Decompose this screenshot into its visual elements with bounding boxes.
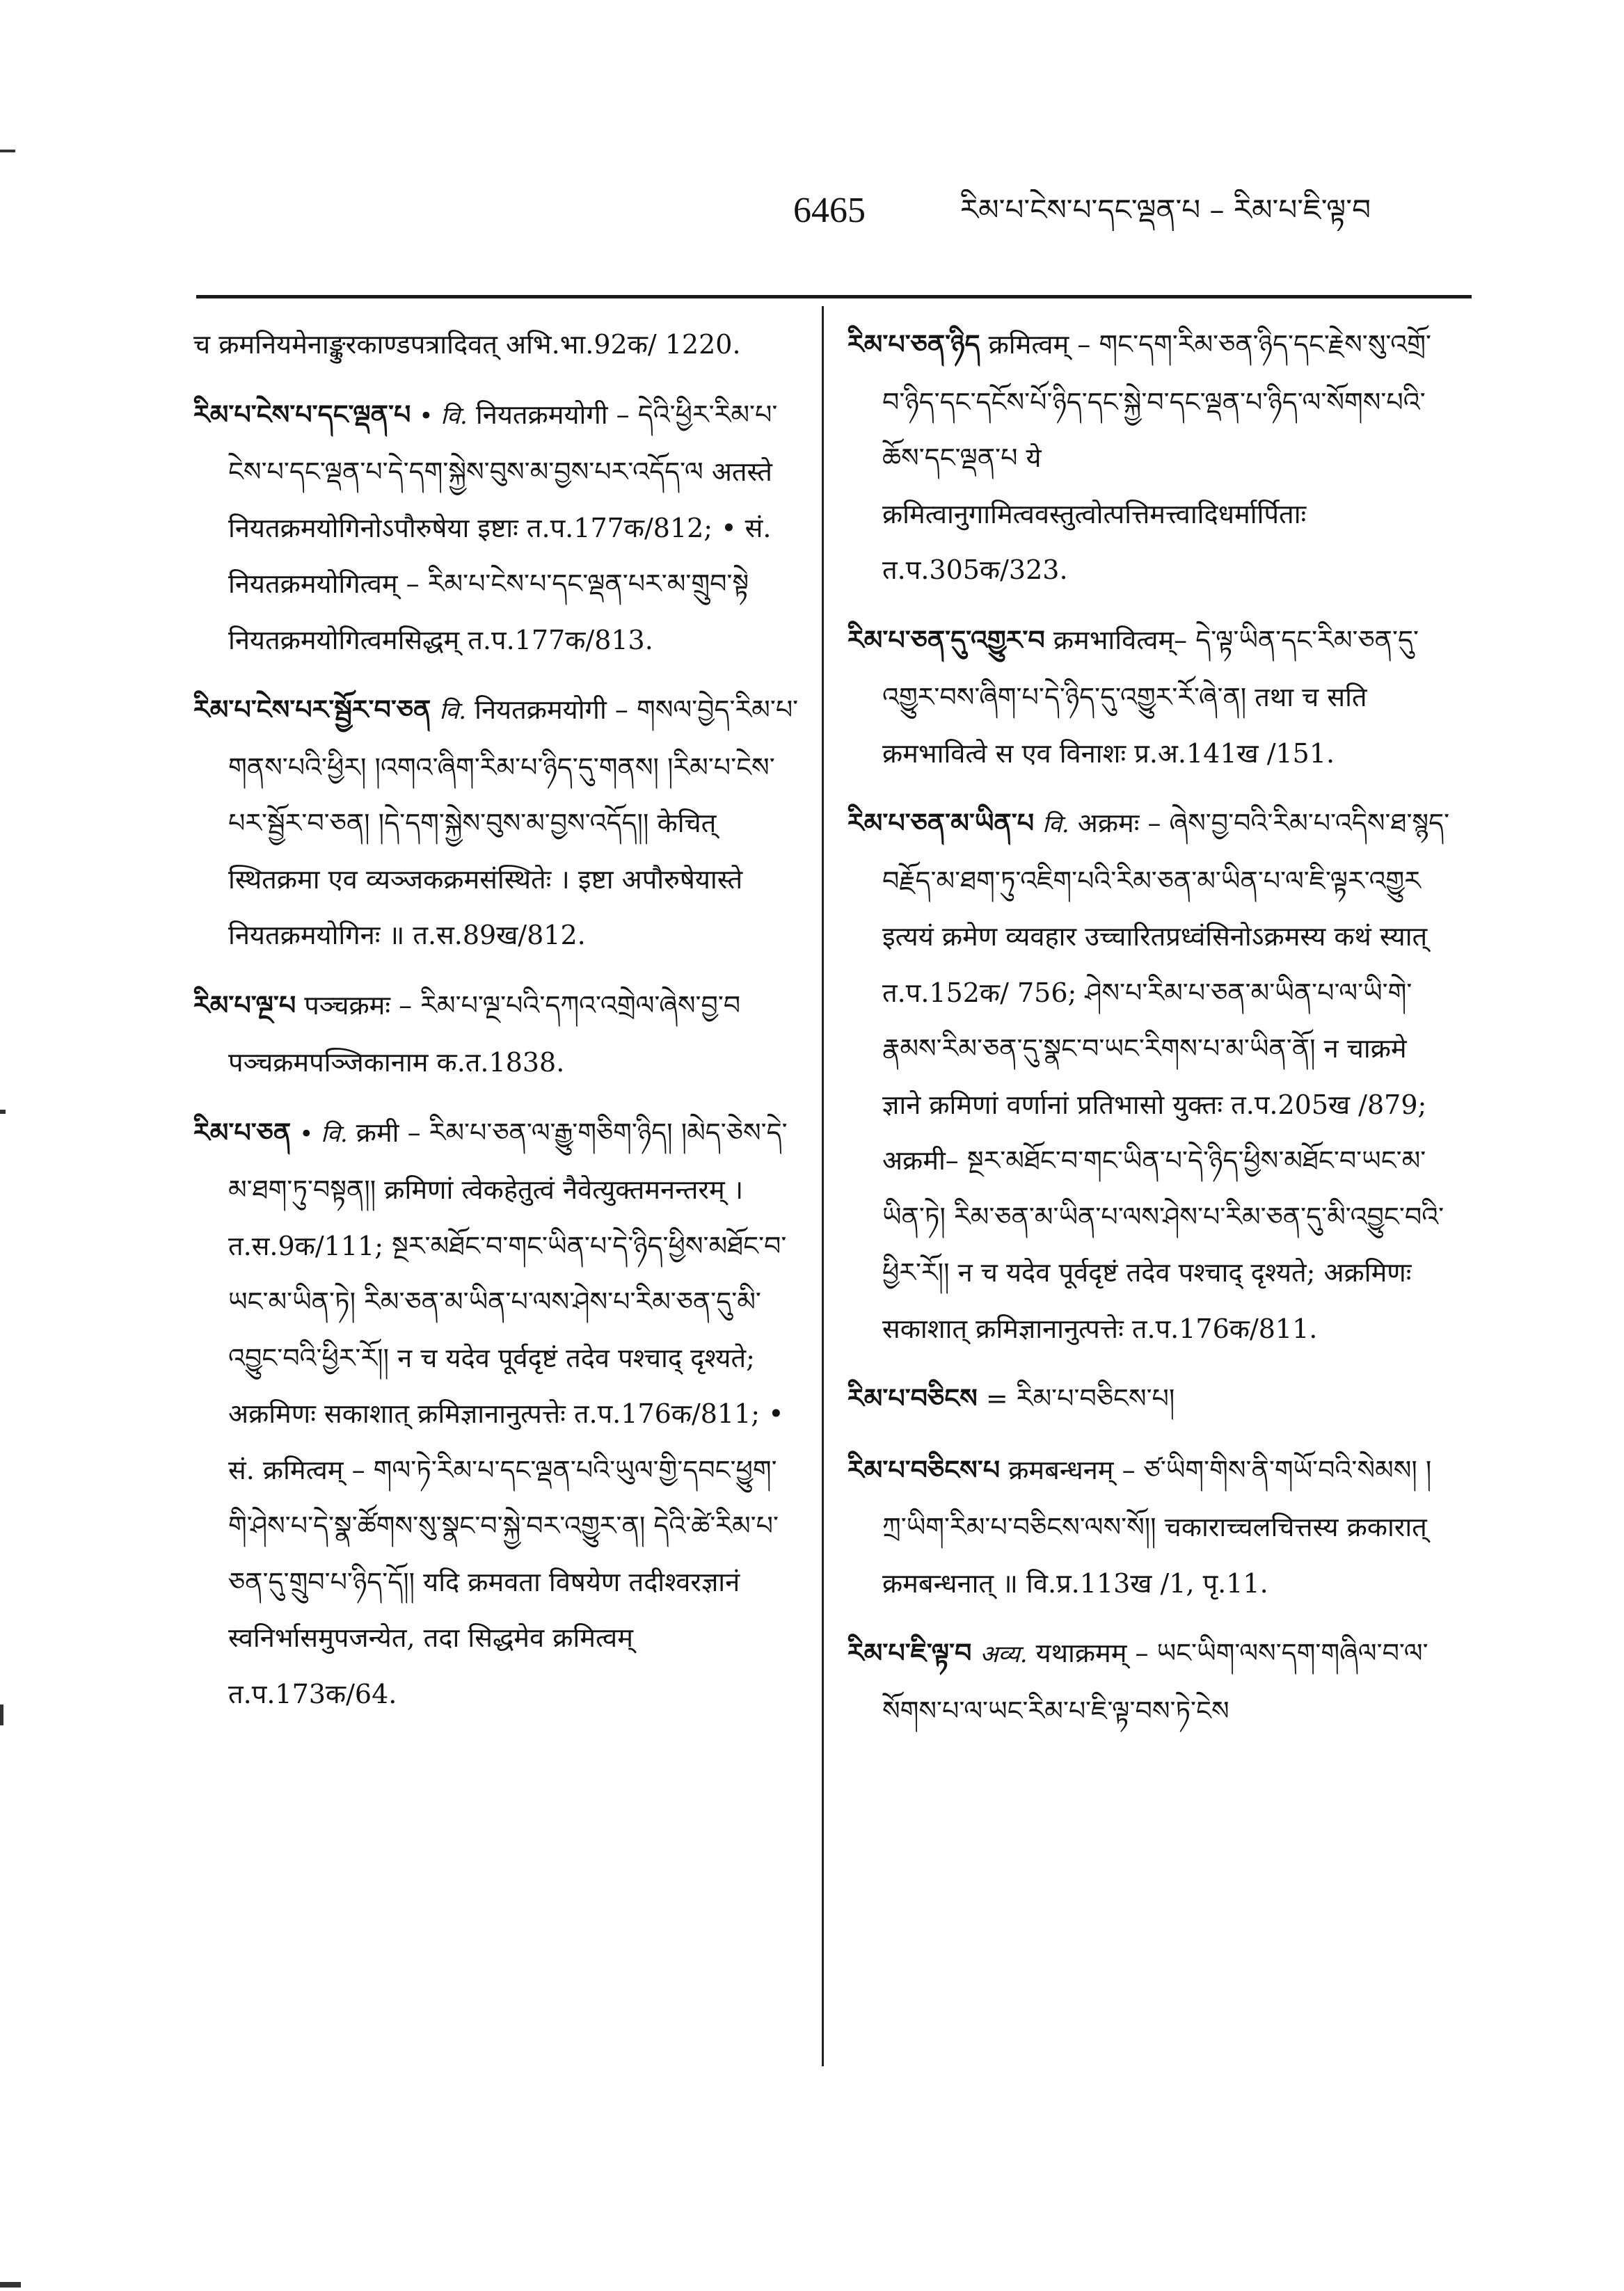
entry-grammar: वि. xyxy=(1042,811,1069,838)
left-column xyxy=(193,317,799,2084)
scan-mark xyxy=(0,2282,21,2288)
entry-text: = རིམ་པ་བཅིངས་པ། xyxy=(985,1383,1175,1414)
entry-text: क्रमित्वम् – གང་དག་རིམ་ཅན་ཉིད་དང་རྗེས་སུ་འགྲོ་བ་ཉིད་དང་དངོས་པོ་ཉིད་དང་སྐྱེ་བ་དང་ལྡན་པ་ཉིད་ལ་སོགས་པའི་ཆོས་དང་ལྡན་པ ये क्रमित्वानुगामित्ववस्तुत्वोत्पत्तिमत्त्वादिधर्मार्पिताः त.प.305क/323. xyxy=(882,329,1431,585)
entry-text: क्रमबन्धनम् – ཙ་ཡིག་གིས་ནི་གཡོ་བའི་སེམས། །ཀྲ་ཡིག་རིམ་པ་བཅིངས་ལས་སོ།། चकाराच्चलचित्तस्य क्रकारात् क्रमबन्धनात् ॥ वि.प्र.113ख /1, पृ.11. xyxy=(882,1454,1432,1599)
entry-text: क्रमभावित्वम्– དེ་ལྟ་ཡིན་དང་རིམ་ཅན་དུ་འགྱུར་བས་ཞིག་པ་དེ་ཉིད་དུ་འགྱུར་རོ་ཞེ་ན། तथा च सति क्रमभावित्वे स एव विनाशः प्र.अ.141ख /151. xyxy=(882,624,1419,769)
dictionary-entry xyxy=(847,1371,1453,1428)
page-header xyxy=(793,186,1468,249)
entry-grammar: • वि. xyxy=(419,401,468,430)
entry-headword: རིམ་པ་ངེས་པ་དང་ལྡན་པ xyxy=(193,398,411,430)
entry-text: नियतक्रमयोगी – དེའི་ཕྱིར་རིམ་པ་ངེས་པ་དང་ལྡན་པ་དེ་དག་སྐྱེས་བུས་མ་བྱས་པར་འདོད་ལ अतस्ते नियतक्रमयोगिनोऽपौरुषेया इष्टाः त.प.177क/812; • सं. नियतक्रमयोगित्वम् – རིམ་པ་ངེས་པ་དང་ལྡན་པར་མ་གྲུབ་སྟེ नियतक्रमयोगित्वमसिद्धम् त.प.177क/813. xyxy=(228,399,778,655)
right-column xyxy=(847,317,1453,2084)
dictionary-entry xyxy=(847,1625,1453,1739)
running-head: རིམ་པ་ངེས་པ་དང་ལྡན་པ – རིམ་པ་ཇི་ལྟ་བ xyxy=(960,193,1371,227)
entry-text: क्रमी – རིམ་པ་ཅན་ལ་རྒྱུ་གཅིག་ཉིད། །མེད་ཅེས་དེ་མ་ཐག་ཏུ་བསྟན།། क्रमिणां त्वेकहेतुत्वं नैवेत्युक्तमनन्तरम् । त.स.9क/111; སྔར་མཐོང་བ་གང་ཡིན་པ་དེ་ཉིད་ཕྱིས་མཐོང་བ་ཡང་མ་ཡིན་ཏེ། རིམ་ཅན་མ་ཡིན་པ་ལས་ཤེས་པ་རིམ་ཅན་དུ་མི་འབྱུང་བའི་ཕྱིར་རོ།། न च यदेव पूर्वदृष्टं तदेव पश्चाद् दृश्यते; अक्रमिणः सकाशात् क्रमिज्ञानानुत्पत्तेः त.प.176क/811; • सं. क्रमित्वम् – གལ་ཏེ་རིམ་པ་དང་ལྡན་པའི་ཡུལ་གྱི་དབང་ཕྱུག་གི་ཤེས་པ་དེ་སྣ་ཚོགས་སུ་སྣང་བ་སྐྱེ་བར་འགྱུར་ན། དེའི་ཚེ་རིམ་པ་ཅན་དུ་གྲུབ་པ་ཉིད་དོ།། यदि क्रमवता विषयेण तदीश्वरज्ञानं स्वनिर्भासमुपजन्येत, तदा सिद्धमेव क्रमित्वम् त.प.173क/64. xyxy=(228,1117,788,1709)
entry-text: च क्रमनियमेनाङ्कुरकाण्डपत्रादिवत् अभि.भा.92क/ 1220. xyxy=(193,329,741,360)
dictionary-entry xyxy=(193,682,799,964)
entry-grammar: • वि. xyxy=(299,1119,348,1148)
entry-headword: རིམ་པ་བཅིངས་པ xyxy=(847,1453,1001,1485)
entry-text: पञ्चक्रमः – རིམ་པ་ལྔ་པའི་དཀའ་འགྲེལ་ཞེས་བྱ་བ पञ्चक्रमपञ्जिकानाम क.त.1838. xyxy=(228,989,741,1078)
entry-grammar: अव्य. xyxy=(980,1641,1028,1668)
dictionary-entry xyxy=(847,612,1453,782)
entry-text: नियतक्रमयोगी – གསལ་བྱེད་རིམ་པ་གནས་པའི་ཕྱིར། །འགའ་ཞིག་རིམ་པ་ཉིད་དུ་གནས། །རིམ་པ་ངེས་པར་སྦྱོར་བ་ཅན། །དེ་དག་སྐྱེས་བུས་མ་བྱས་འདོད།། केचित् स्थितक्रमा एव व्यञ्जकक्रमसंस्थितेः । इष्टा अपौरुषेयास्ते नियतक्रमयोगिनः ॥ त.स.89ख/812. xyxy=(228,694,799,950)
dictionary-entry xyxy=(193,317,799,373)
dictionary-entry xyxy=(193,1105,799,1723)
entry-headword: རིམ་པ་ཅན xyxy=(193,1116,292,1148)
dictionary-entry xyxy=(847,795,1453,1357)
entry-headword: རིམ་པ་ཇི་ལྟ་བ xyxy=(847,1637,972,1668)
scan-mark xyxy=(0,150,15,152)
column-divider xyxy=(822,306,824,2066)
entry-grammar: वि. xyxy=(439,697,467,725)
dictionary-entry xyxy=(193,977,799,1091)
scan-mark xyxy=(0,1705,3,1725)
entry-headword: རིམ་པ་བཅིངས xyxy=(847,1382,978,1414)
entry-text: यथाक्रमम् – ཡང་ཡིག་ལས་དག་གཞིལ་བ་ལ་སོགས་པ་ལ་ཡང་རིམ་པ་ཇི་ལྟ་བས་ཏེ་ངེས xyxy=(882,1638,1428,1726)
page-number: 6465 xyxy=(793,191,866,230)
entry-headword: རིམ་པ་ཅན་དུ་འགྱུར་བ xyxy=(847,623,1045,655)
entry-text: अक्रमः – ཞེས་བྱ་བའི་རིམ་པ་འདིས་ཐ་སྙད་བརྗོད་མ་ཐག་ཏུ་འཇིག་པའི་རིམ་ཅན་མ་ཡིན་པ་ལ་ཇི་ལྟར་འགྱུར इत्ययं क्रमेण व्यवहार उच्चारितप्रध्वंसिनोऽक्रमस्य कथं स्यात् त.प.152क/ 756; ཤེས་པ་རིམ་པ་ཅན་མ་ཡིན་པ་ལ་ཡི་གེ་རྣམས་རིམ་ཅན་དུ་སྣང་བ་ཡང་རིགས་པ་མ་ཡིན་ནོ། न चाक्रमे ज्ञाने क्रमिणां वर्णानां प्रतिभासो युक्तः त.प.205ख /879; अक्रमी– སྔར་མཐོང་བ་གང་ཡིན་པ་དེ་ཉིད་ཕྱིས་མཐོང་བ་ཡང་མ་ཡིན་ཏེ། རིམ་ཅན་མ་ཡིན་པ་ལས་ཤེས་པ་རིམ་ཅན་དུ་མི་འབྱུང་བའི་ཕྱིར་རོ།། न च यदेव पूर्वदृष्टं तदेव पश्चाद् दृश्यते; अक्रमिणः सकाशात् क्रमिज्ञानानुत्पत्तेः त.प.176क/811. xyxy=(882,808,1450,1344)
dictionary-entry xyxy=(847,317,1453,598)
dictionary-entry xyxy=(193,387,799,669)
header-rule xyxy=(196,295,1472,298)
entry-headword: རིམ་པ་ཅན་ཉིད xyxy=(847,328,980,360)
entry-headword: རིམ་པ་ལྔ་པ xyxy=(193,989,296,1021)
scan-mark xyxy=(0,1110,6,1114)
entry-headword: རིམ་པ་ངེས་པར་སྦྱོར་བ་ཅན xyxy=(193,694,431,725)
dictionary-entry xyxy=(847,1442,1453,1612)
entry-headword: རིམ་པ་ཅན་མ་ཡིན་པ xyxy=(847,807,1035,838)
